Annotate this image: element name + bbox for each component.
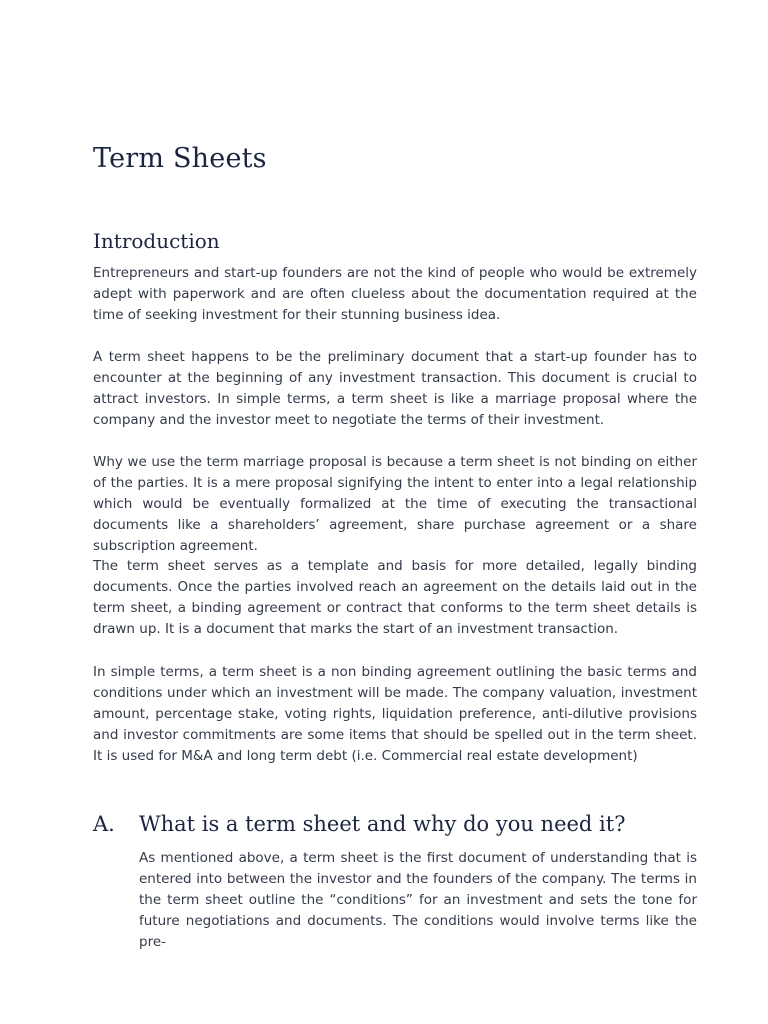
intro-paragraph-2: A term sheet happens to be the preliminary document that a start-up founder has to encounter at the beginning of any investment transaction. This document is crucial to attract investors. In simple terms, a term sheet is like a marriage proposal where the company and the investor meet to negotiate the terms of their investment. (93, 349, 697, 428)
document-title: Term Sheets (93, 143, 267, 174)
section-a-paragraph: As mentioned above, a term sheet is the first document of understanding that is entered into between the investor and the founders of the company. The terms in the term sheet outline the “conditions” for an investment and sets the tone for future negotiations and documents. The conditions would involve terms like the pre- (139, 850, 697, 950)
section-a-letter: A. (93, 812, 115, 836)
section-a-heading (93, 808, 697, 840)
section-a-title: What is a term sheet and why do you need it? (139, 812, 626, 836)
intro-paragraph-5: In simple terms, a term sheet is a non binding agreement outlining the basic terms and conditions under which an investment will be made. The company valuation, investment amount, percentage stake, voting rights, liquidation preference, anti-dilutive provisions and investor commitments are some items that should be spelled out in the term sheet. It is used for M&A and long term debt (i.e. Commercial real estate development) (93, 664, 697, 764)
intro-paragraph-3: Why we use the term marriage proposal is because a term sheet is not binding on either of the parties. It is a mere proposal signifying the intent to enter into a legal relationship which would be eventually formalized at the time of executing the transactional documents like a shareholders’ agreement, share purchase agreement or a share subscription agreement. (93, 454, 697, 554)
intro-paragraph-1: Entrepreneurs and start-up founders are not the kind of people who would be extremely adept with paperwork and are often clueless about the documentation required at the time of seeking investment for their stunning business idea. (93, 265, 697, 323)
introduction-heading: Introduction (93, 229, 220, 253)
intro-paragraph-4: The term sheet serves as a template and basis for more detailed, legally binding documents. Once the parties involved reach an agreement on the details laid out in the term sheet, a binding agreement or contract that conforms to the term sheet details is drawn up. It is a document that marks the start of an investment transaction. (93, 558, 697, 637)
